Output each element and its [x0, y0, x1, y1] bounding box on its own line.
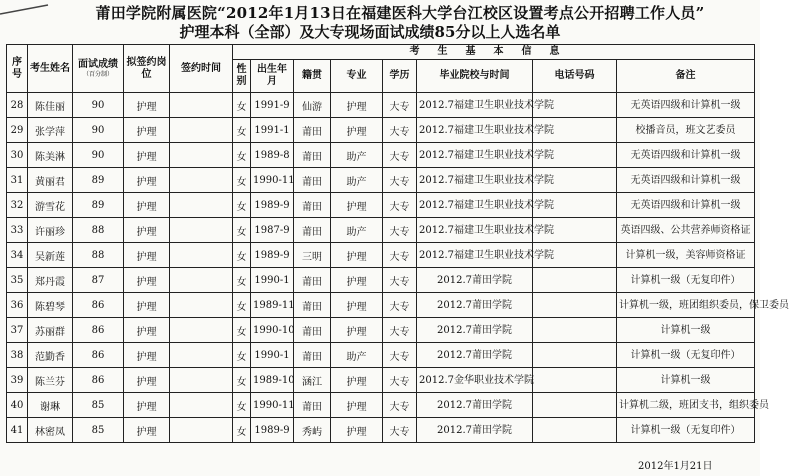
cell-origin: 莆田 [294, 193, 331, 218]
cell-name: 范勤香 [28, 343, 73, 368]
cell-school: 2012.7福建卫生职业技术学院 [417, 93, 533, 118]
table-row [7, 318, 755, 343]
cell-score: 88 [73, 243, 124, 268]
col-header-score-label: 面试成绩 [78, 58, 118, 70]
cell-name: 郑丹霞 [28, 268, 73, 293]
cell-edu: 大专 [383, 268, 417, 293]
table-row [7, 168, 755, 193]
cell-gender: 女 [233, 293, 251, 318]
cell-score: 86 [73, 318, 124, 343]
cell-edu: 大专 [383, 143, 417, 168]
cell-score: 85 [73, 418, 124, 443]
cell-gender: 女 [233, 168, 251, 193]
cell-seq: 29 [7, 118, 28, 143]
cell-remark: 计算机一级（无复印件） [617, 343, 755, 368]
cell-birth: 1989-10 [251, 368, 294, 393]
cell-post: 护理 [124, 243, 170, 268]
cell-gender: 女 [233, 118, 251, 143]
cell-post: 护理 [124, 293, 170, 318]
table-row [7, 268, 755, 293]
col-header-remark: 备注 [617, 60, 755, 93]
cell-origin: 莆田 [294, 168, 331, 193]
cell-seq: 40 [7, 393, 28, 418]
cell-major: 护理 [331, 418, 383, 443]
table-row [7, 418, 755, 443]
cell-post: 护理 [124, 393, 170, 418]
cell-birth: 1989-9 [251, 418, 294, 443]
col-header-birth: 出生年月 [251, 60, 294, 93]
cell-origin: 莆田 [294, 118, 331, 143]
cell-sign-time [170, 393, 233, 418]
cell-sign-time [170, 93, 233, 118]
cell-origin: 仙游 [294, 93, 331, 118]
cell-seq: 34 [7, 243, 28, 268]
cell-school: 2012.7莆田学院 [417, 343, 533, 368]
cell-score: 90 [73, 143, 124, 168]
cell-score: 89 [73, 193, 124, 218]
cell-origin: 莆田 [294, 318, 331, 343]
cell-name: 黄丽君 [28, 168, 73, 193]
cell-sign-time [170, 143, 233, 168]
cell-edu: 大专 [383, 118, 417, 143]
cell-score: 86 [73, 343, 124, 368]
cell-major: 助产 [331, 143, 383, 168]
footer-date: 2012年1月21日 [638, 461, 713, 472]
cell-post: 护理 [124, 118, 170, 143]
cell-seq: 33 [7, 218, 28, 243]
cell-school: 2012.7福建卫生职业技术学院 [417, 243, 533, 268]
cell-school: 2012.7金华职业技术学院 [417, 368, 533, 393]
cell-seq: 28 [7, 93, 28, 118]
cell-post: 护理 [124, 193, 170, 218]
cell-remark: 计算机一级（无复印件） [617, 418, 755, 443]
cell-seq: 39 [7, 368, 28, 393]
cell-phone [533, 318, 617, 343]
cell-remark: 无英语四级和计算机一级 [617, 143, 755, 168]
cell-birth: 1989-9 [251, 193, 294, 218]
cell-major: 助产 [331, 343, 383, 368]
cell-remark: 计算机一级 [617, 318, 755, 343]
cell-post: 护理 [124, 343, 170, 368]
cell-post: 护理 [124, 368, 170, 393]
cell-origin: 莆田 [294, 143, 331, 168]
cell-remark: 校播音员，班文艺委员 [617, 118, 755, 143]
cell-origin: 秀屿 [294, 418, 331, 443]
col-header-sign-time: 签约时间 [170, 45, 233, 93]
cell-school: 2012.7福建卫生职业技术学院 [417, 143, 533, 168]
table-row [7, 293, 755, 318]
col-header-info-group: 考生基本信息 [233, 45, 755, 60]
cell-origin: 涵江 [294, 368, 331, 393]
cell-post: 护理 [124, 418, 170, 443]
table-row [7, 393, 755, 418]
cell-remark: 计算机一级 [617, 368, 755, 393]
cell-phone [533, 393, 617, 418]
cell-school: 2012.7莆田学院 [417, 268, 533, 293]
header-row-group [7, 45, 755, 60]
cell-sign-time [170, 268, 233, 293]
cell-post: 护理 [124, 268, 170, 293]
cell-school: 2012.7莆田学院 [417, 393, 533, 418]
cell-birth: 1987-9 [251, 218, 294, 243]
cell-birth: 1989-8 [251, 143, 294, 168]
cell-sign-time [170, 343, 233, 368]
cell-gender: 女 [233, 268, 251, 293]
cell-school: 2012.7福建卫生职业技术学院 [417, 118, 533, 143]
scan-mark [0, 4, 50, 16]
cell-edu: 大专 [383, 343, 417, 368]
cell-post: 护理 [124, 318, 170, 343]
col-header-school: 毕业院校与时间 [417, 60, 533, 93]
cell-major: 助产 [331, 218, 383, 243]
cell-sign-time [170, 368, 233, 393]
cell-name: 张学萍 [28, 118, 73, 143]
cell-remark: 计算机一级，班团组织委员，保卫委员 [617, 293, 755, 318]
cell-name: 苏丽群 [28, 318, 73, 343]
cell-origin: 莆田 [294, 393, 331, 418]
cell-major: 护理 [331, 268, 383, 293]
cell-gender: 女 [233, 143, 251, 168]
cell-name: 陈兰芬 [28, 368, 73, 393]
col-header-major: 专业 [331, 60, 383, 93]
cell-remark: 无英语四级和计算机一级 [617, 168, 755, 193]
cell-major: 护理 [331, 293, 383, 318]
cell-sign-time [170, 418, 233, 443]
cell-school: 2012.7莆田学院 [417, 293, 533, 318]
cell-major: 护理 [331, 393, 383, 418]
cell-edu: 大专 [383, 93, 417, 118]
table-row [7, 143, 755, 168]
cell-name: 林密凤 [28, 418, 73, 443]
cell-gender: 女 [233, 368, 251, 393]
cell-gender: 女 [233, 243, 251, 268]
cell-score: 88 [73, 218, 124, 243]
cell-remark: 计算机二级，班团支书，组织委员 [617, 393, 755, 418]
col-header-edu: 学历 [383, 60, 417, 93]
cell-post: 护理 [124, 168, 170, 193]
col-header-gender: 性别 [233, 60, 251, 93]
cell-name: 陈碧琴 [28, 293, 73, 318]
table-row [7, 118, 755, 143]
cell-edu: 大专 [383, 318, 417, 343]
cell-origin: 莆田 [294, 268, 331, 293]
cell-major: 护理 [331, 368, 383, 393]
cell-score: 86 [73, 293, 124, 318]
cell-major: 护理 [331, 193, 383, 218]
col-header-phone: 电话号码 [533, 60, 617, 93]
cell-edu: 大专 [383, 393, 417, 418]
cell-sign-time [170, 168, 233, 193]
cell-birth: 1989-11 [251, 293, 294, 318]
cell-sign-time [170, 293, 233, 318]
cell-birth: 1989-9 [251, 243, 294, 268]
document-subtitle: 护理本科（全部）及大专现场面试成绩85分以上人选名单 [179, 23, 561, 41]
col-header-score [73, 45, 124, 93]
cell-birth: 1991-9 [251, 93, 294, 118]
cell-sign-time [170, 243, 233, 268]
cell-origin: 莆田 [294, 343, 331, 368]
col-header-post: 拟签约岗位 [124, 45, 170, 93]
cell-major: 护理 [331, 118, 383, 143]
col-header-score-sub: （百分制） [82, 70, 113, 78]
cell-birth: 1991-1 [251, 118, 294, 143]
cell-seq: 37 [7, 318, 28, 343]
cell-remark: 无英语四级和计算机一级 [617, 193, 755, 218]
cell-gender: 女 [233, 318, 251, 343]
table-row [7, 193, 755, 218]
cell-score: 86 [73, 368, 124, 393]
col-header-name: 考生姓名 [28, 45, 73, 93]
cell-birth: 1990-1 [251, 343, 294, 368]
cell-seq: 36 [7, 293, 28, 318]
cell-edu: 大专 [383, 168, 417, 193]
cell-seq: 38 [7, 343, 28, 368]
cell-origin: 三明 [294, 243, 331, 268]
cell-school: 2012.7莆田学院 [417, 418, 533, 443]
cell-remark: 无英语四级和计算机一级 [617, 93, 755, 118]
cell-major: 护理 [331, 93, 383, 118]
cell-name: 游雪花 [28, 193, 73, 218]
cell-seq: 41 [7, 418, 28, 443]
cell-score: 85 [73, 393, 124, 418]
cell-remark: 计算机一级，美容师资格证 [617, 243, 755, 268]
cell-score: 90 [73, 93, 124, 118]
cell-gender: 女 [233, 93, 251, 118]
cell-seq: 31 [7, 168, 28, 193]
cell-score: 90 [73, 118, 124, 143]
cell-edu: 大专 [383, 218, 417, 243]
cell-sign-time [170, 218, 233, 243]
cell-birth: 1990-11 [251, 393, 294, 418]
cell-origin: 莆田 [294, 293, 331, 318]
cell-phone [533, 268, 617, 293]
cell-edu: 大专 [383, 418, 417, 443]
cell-major: 护理 [331, 243, 383, 268]
cell-gender: 女 [233, 393, 251, 418]
table-row [7, 368, 755, 393]
cell-name: 许丽珍 [28, 218, 73, 243]
cell-school: 2012.7福建卫生职业技术学院 [417, 193, 533, 218]
cell-edu: 大专 [383, 243, 417, 268]
table-row [7, 93, 755, 118]
cell-gender: 女 [233, 418, 251, 443]
table-row [7, 218, 755, 243]
document-title: 莆田学院附属医院“2012年1月13日在福建医科大学台江校区设置考点公开招聘工作人员” [95, 4, 705, 22]
cell-school: 2012.7莆田学院 [417, 318, 533, 343]
cell-major: 助产 [331, 168, 383, 193]
cell-seq: 32 [7, 193, 28, 218]
cell-phone [533, 343, 617, 368]
cell-score: 89 [73, 168, 124, 193]
cell-seq: 35 [7, 268, 28, 293]
table-row [7, 343, 755, 368]
cell-name: 谢琳 [28, 393, 73, 418]
cell-name: 吴新莲 [28, 243, 73, 268]
cell-sign-time [170, 318, 233, 343]
cell-phone [533, 418, 617, 443]
cell-phone [533, 293, 617, 318]
candidate-table [6, 44, 789, 443]
cell-post: 护理 [124, 218, 170, 243]
cell-sign-time [170, 193, 233, 218]
cell-school: 2012.7福建卫生职业技术学院 [417, 218, 533, 243]
cell-edu: 大专 [383, 193, 417, 218]
cell-origin: 莆田 [294, 218, 331, 243]
cell-birth: 1990-11 [251, 168, 294, 193]
cell-post: 护理 [124, 93, 170, 118]
cell-gender: 女 [233, 218, 251, 243]
cell-name: 陈美淋 [28, 143, 73, 168]
cell-remark: 英语四级、公共营养师资格证 [617, 218, 755, 243]
table-row [7, 243, 755, 268]
col-header-origin: 籍贯 [294, 60, 331, 93]
cell-score: 87 [73, 268, 124, 293]
cell-edu: 大专 [383, 368, 417, 393]
cell-birth: 1990-10 [251, 318, 294, 343]
cell-phone [533, 368, 617, 393]
cell-major: 护理 [331, 318, 383, 343]
cell-sign-time [170, 118, 233, 143]
cell-name: 陈佳丽 [28, 93, 73, 118]
cell-seq: 30 [7, 143, 28, 168]
cell-birth: 1990-1 [251, 268, 294, 293]
col-header-seq: 序号 [7, 45, 28, 93]
cell-gender: 女 [233, 343, 251, 368]
cell-post: 护理 [124, 143, 170, 168]
cell-remark: 计算机一级（无复印件） [617, 268, 755, 293]
cell-school: 2012.7福建卫生职业技术学院 [417, 168, 533, 193]
cell-gender: 女 [233, 193, 251, 218]
cell-edu: 大专 [383, 293, 417, 318]
